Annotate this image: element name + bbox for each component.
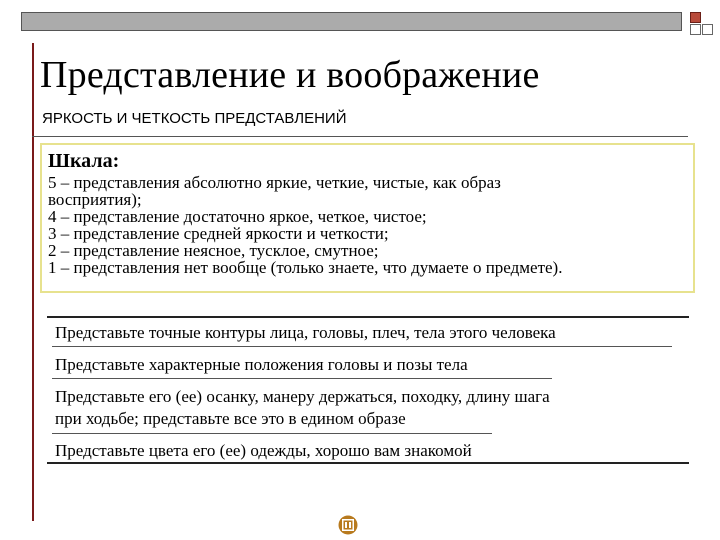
- instruction-posture: [55, 386, 550, 430]
- slide-subtitle: ЯРКОСТЬ И ЧЕТКОСТЬ ПРЕДСТАВЛЕНИЙ: [42, 110, 347, 127]
- left-vertical-rule: [32, 43, 34, 521]
- subtitle-divider: [32, 136, 688, 137]
- scale-heading: Шкала:: [48, 150, 120, 172]
- corner-square-white-left: [690, 24, 701, 35]
- scale-line-4: 4 – представление достаточно яркое, четкое, чистое;: [48, 207, 427, 226]
- instruction-separator: [52, 433, 492, 434]
- top-decor-bar: [21, 12, 682, 31]
- instructions-bottom-rule: [47, 462, 689, 464]
- scale-box: [40, 143, 695, 293]
- scale-line-3: 3 – представление средней яркости и четкости;: [48, 224, 389, 243]
- instruction-contours: Представьте точные контуры лица, головы, плеч, тела этого человека: [55, 323, 556, 342]
- instruction-clothes-colors: Представьте цвета его (ее) одежды, хорошо вам знакомой: [55, 441, 472, 460]
- instructions-top-rule: [47, 316, 689, 318]
- instruction-separator: [52, 378, 552, 379]
- instruction-posture-line-2: при ходьбе; представьте все это в едином образе: [55, 409, 406, 428]
- instruction-posture-line-1: Представьте его (ее) осанку, манеру держаться, походку, длину шага: [55, 387, 550, 406]
- footer-logo-icon: [338, 515, 358, 535]
- instruction-separator: [52, 346, 672, 347]
- corner-square-red: [690, 12, 701, 23]
- instruction-head-position: Представьте характерные положения головы и позы тела: [55, 355, 468, 374]
- slide-title: Представление и воображение: [40, 54, 540, 96]
- scale-line-5-continued: восприятия);: [48, 190, 142, 209]
- corner-square-white-right: [702, 24, 713, 35]
- scale-line-2: 2 – представление неясное, тусклое, смутное;: [48, 241, 379, 260]
- scale-line-1: 1 – представления нет вообще (только знаете, что думаете о предмете).: [48, 258, 563, 277]
- scale-line-5: 5 – представления абсолютно яркие, четкие, чистые, как образ: [48, 173, 501, 192]
